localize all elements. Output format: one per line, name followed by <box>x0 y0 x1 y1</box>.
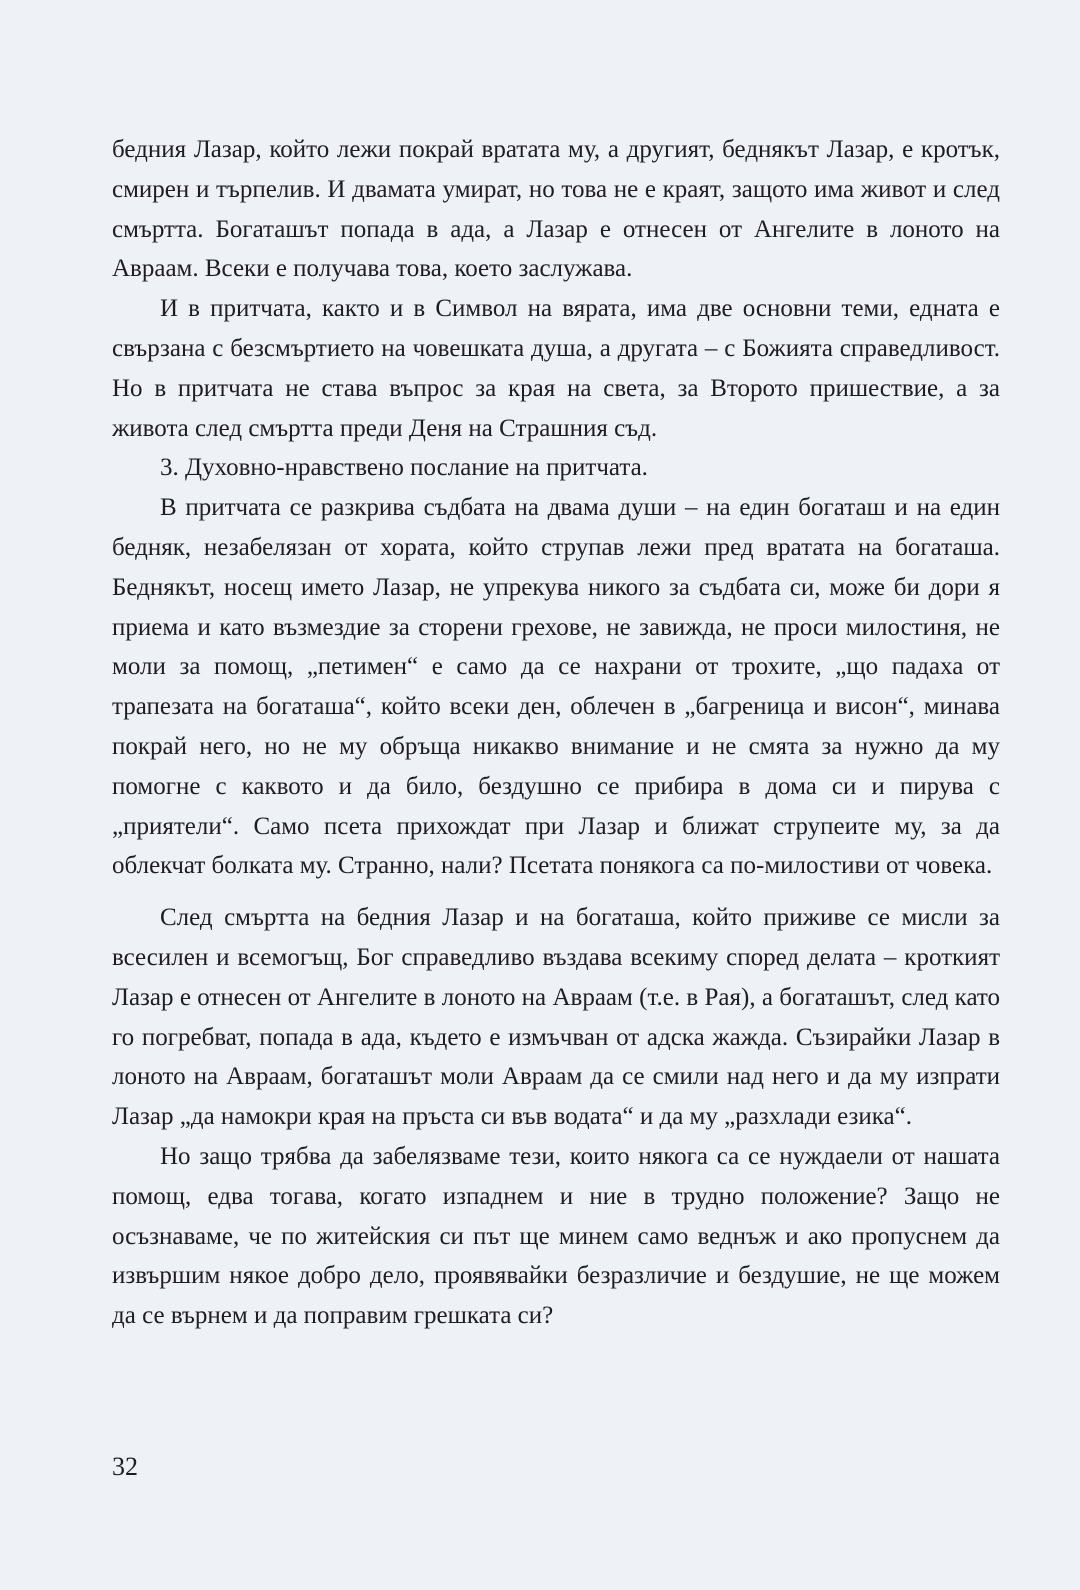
paragraph-4: След смъртта на бедния Лазар и на богаташа, който приживе се мисли за всесилен и всемогъщ, Бог справедливо въздава всекиму според делата – кроткият Лазар е отнесен от Ангелите в лоното на Авраам (т.е. в Рая), а богаташът, след като го погребват, попада в ада, където е измъчван от адска жажда. Съзирайки Лазар в лоното на Авраам, богаташът моли Авраам да се смили над него и да му изпрати Лазар „да намокри края на пръста си във водата“ и да му „разхлади езика“. <box>112 904 1000 1131</box>
paragraph-2: И в притчата, както и в Символ на вярата, има две основни теми, едната е свързана с безсмъртието на човешката душа, а другата – с Божията справедливост. Но в притчата не става въпрос за края на света, за Второто пришествие, а за живота след смъртта преди Деня на Страшния съд. <box>112 295 1000 442</box>
section-heading: 3. Духовно-нравствено послание на притчата. <box>160 454 648 482</box>
body-text <box>112 130 1000 1336</box>
paragraph-5: Но защо трябва да забелязваме тези, които някога са се нуждаели от нашата помощ, едва тогава, когато изпаднем и ние в трудно положение? Защо не осъзнаваме, че по житейския си път ще минем само веднъж и ако пропуснем да извършим някое добро дело, проявявайки безразличие и бездушие, не ще можем да се върнем и да поправим грешката си? <box>112 1142 1000 1330</box>
paragraph-3: В притчата се разкрива съдбата на двама души – на един богаташ и на един бедняк, незабелязан от хората, който струпав лежи пред вратата на богаташа. Беднякът, носещ името Лазар, не упрекува никого за съдбата си, може би дори я приема и като възмездие за сторени грехове, не завижда, не проси милостиня, не моли за помощ, „петимен“ е само да се нахрани от трохите, „що падаха от трапезата на богаташа“, който всеки ден, облечен в „багреница и висон“, минава покрай него, но не му обръща никакво внимание и не смята за нужно да му помогне с каквото и да било, бездушно се прибира в дома си и пирува с „приятели“. Само псета прихождат при Лазар и ближат струпеите му, за да облекчат болката му. Странно, нали? Псетата понякога са по-милостиви от човека. <box>112 494 1000 880</box>
page-number: 32 <box>112 1452 138 1481</box>
paragraph-1: бедния Лазар, който лежи покрай вратата му, а другият, беднякът Лазар, е кротък, смирен и търпелив. И двамата умират, но това не е краят, защото има живот и след смъртта. Богаташът попада в ада, а Лазар е отнесен от Ангелите в лоното на Авраам. Всеки е получава това, което заслужава. <box>112 136 1000 283</box>
